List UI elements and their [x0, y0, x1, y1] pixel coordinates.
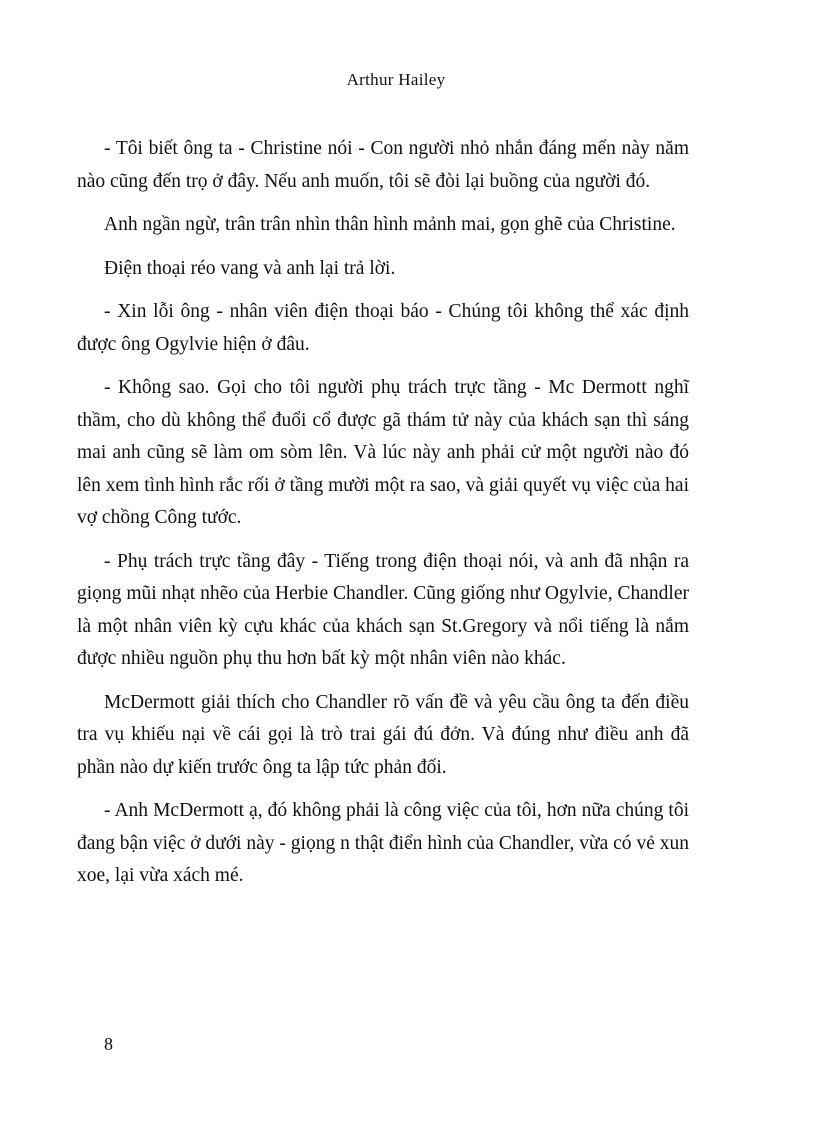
- paragraph: - Phụ trách trực tầng đây - Tiếng trong điện thoại nói, và anh đã nhận ra giọng mũi nhạt nhẽo của Herbie Chandler. Cũng giống như Ogylvie, Chandler là một nhân viên kỳ cựu khác của khách sạn St.Gregory và nổi tiếng là nắm được nhiều nguồn phụ thu hơn bất kỳ một nhân viên nào khác.: [77, 550, 689, 669]
- paragraph: Điện thoại réo vang và anh lại trả lời.: [104, 257, 396, 279]
- paragraph: - Anh McDermott ạ, đó không phải là công việc của tôi, hơn nữa chúng tôi đang bận việc ở dưới này - giọng n thật điển hình của Chandler, vừa có vẻ xun xoe, lại vừa xách mé.: [77, 800, 689, 886]
- paragraph: - Không sao. Gọi cho tôi người phụ trách trực tầng - Mc Dermott nghĩ thầm, cho dù không thể đuổi cổ được gã thám tử này của khách sạn thì sáng mai anh cũng sẽ làm om sòm lên. Và lúc này anh phải cử một người nào đó lên xem tình hình rắc rối ở tầng mười một ra sao, và giải quyết vụ việc của hai vợ chồng Công tước.: [77, 377, 689, 528]
- paragraph: Anh ngần ngừ, trân trân nhìn thân hình mảnh mai, gọn ghẽ của Christine.: [104, 214, 676, 235]
- paragraph: - Xin lỗi ông - nhân viên điện thoại báo - Chúng tôi không thể xác định được ông Ogylvie hiện ở đâu.: [77, 301, 689, 355]
- page-number: 8: [104, 1034, 113, 1054]
- paragraph: McDermott giải thích cho Chandler rõ vấn đề và yêu cầu ông ta đến điều tra vụ khiếu nại về cái gọi là trò trai gái đú đởn. Và đúng như điều anh đã phần nào dự kiến trước ông ta lập tức phản đối.: [77, 691, 689, 778]
- paragraph: - Tôi biết ông ta - Christine nói - Con người nhỏ nhắn đáng mến này năm nào cũng đến trọ ở đây. Nếu anh muốn, tôi sẽ đòi lại buồng của người đó.: [77, 138, 689, 192]
- body-text: [77, 133, 689, 904]
- running-header-author: Arthur Hailey: [346, 70, 446, 89]
